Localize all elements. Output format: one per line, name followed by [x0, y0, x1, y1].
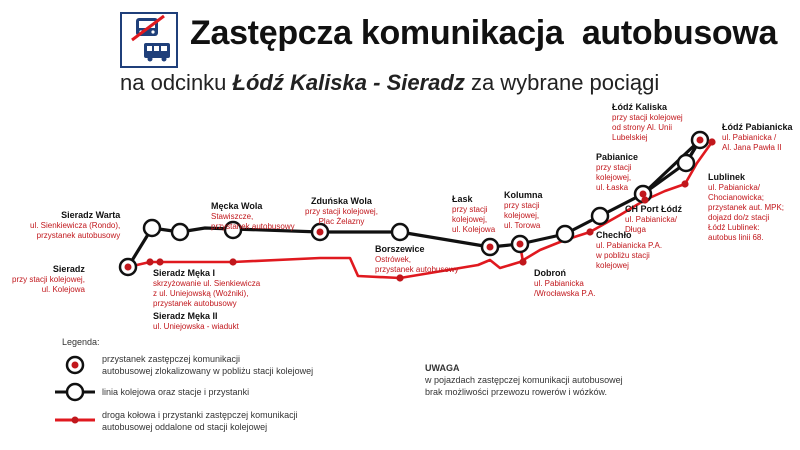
road-stop-borszewice [396, 274, 403, 281]
road-stop-mecka-wola [229, 258, 236, 265]
station-stop-sieradz [120, 259, 136, 275]
road-stop-dobron [519, 258, 526, 265]
station-label-lublinek: Lublinek ul. Pabianicka/ Chocianowicka; przystanek aut. MPK; dojazd do/z stacji Łódź Lublinek: autobus linii 68. [708, 172, 785, 242]
subtitle-route: Łódź Kaliska - Sieradz [232, 70, 465, 95]
notice-box [425, 362, 623, 398]
rail-station-marker [144, 220, 160, 236]
bus-stop-near-station-icon [67, 357, 83, 373]
rail-station-marker [392, 224, 408, 240]
station-label-chechlo: Chechło ul. Pabianicka P.A. w pobliżu stacji kolejowej [596, 230, 663, 270]
legend-item-road: droga kołowa i przystanki zastępczej komunikacji autobusowej oddalone od stacji kolejowej [102, 410, 298, 432]
rail-line-icon [55, 384, 95, 400]
road-line-icon [55, 417, 95, 424]
rail-station-marker [592, 208, 608, 224]
station-label-lodz-pabianicka: Łódź Pabianicka ul. Pabianicka / Al. Jana Pawła II [722, 122, 793, 152]
station-label-dobron: Dobroń ul. Pabianicka /Wrocławska P.A. [534, 268, 596, 298]
road-stop-meka-ii [146, 258, 153, 265]
station-label-lask: Łask przy stacji kolejowej, ul. Kolejowa [452, 194, 496, 234]
page-title: Zastępcza komunikacja autobusowa [190, 14, 778, 52]
subtitle-prefix: na odcinku [120, 70, 233, 95]
rail-station-marker [172, 224, 188, 240]
station-label-sieradz-meka-i: Sieradz Męka I skrzyżowanie ul. Sienkiewicza z ul. Uniejowską (Woźniki), przystanek autobusowy [153, 268, 261, 308]
station-label-borszewice: Borszewice Ostrówek, przystanek autobusowy [375, 244, 459, 274]
legend-item-rail: linia kolejowa oraz stacje i przystanki [102, 387, 250, 397]
station-label-zdunska-wola: Zduńska Wola przy stacji kolejowej, Plac Żelazny [305, 196, 378, 226]
station-label-sieradz: Sieradz przy stacji kolejowej, ul. Kolejowa [12, 264, 85, 294]
legend-item-bus-stop: przystanek zastępczej komunikacji autobusowej zlokalizowany w pobliżu stacji kolejowej [102, 354, 314, 376]
station-label-kolumna: Kolumna przy stacji kolejowej, ul. Torowa [504, 190, 543, 230]
station-label-lodz-kaliska: Łódź Kaliska przy stacji kolejowej od strony Al. Unii Lubelskiej [612, 102, 683, 142]
subtitle-suffix: za wybrane pociągi [464, 70, 660, 95]
notice-text: w pojazdach zastępczej komunikacji autobusowej brak możliwości przewozu rowerów i wózków. [425, 375, 623, 397]
station-label-sieradz-meka-ii: Sieradz Męka II ul. Uniejowska - wiadukt [153, 311, 239, 331]
notice-heading: UWAGA [425, 363, 460, 373]
station-label-ch-port-lodz: CH Port Łódź ul. Pabianicka/ Długa [625, 204, 682, 234]
station-stop-lask [482, 239, 498, 255]
legend-title: Legenda: [62, 337, 100, 347]
road-stop-port-lodz [641, 196, 648, 203]
station-label-mecka-wola: Męcka Wola Stawiszcze, przystanek autobusowy [211, 201, 295, 231]
station-label-sieradz-warta: Sieradz Warta ul. Sienkiewicza (Rondo), przystanek autobusowy [30, 210, 121, 240]
station-label-pabianice: Pabianice przy stacji kolejowej, ul. Łaska [596, 152, 639, 192]
station-stop-kolumna [512, 236, 528, 252]
road-stop-chechlo [586, 228, 593, 235]
rail-station-marker [557, 226, 573, 242]
station-stop-lodz-kaliska [692, 132, 708, 148]
road-stop-lublinek [681, 180, 688, 187]
road-stop-lodz-pabianicka [708, 138, 715, 145]
road-stop-meka-i [156, 258, 163, 265]
rail-station-marker [678, 155, 694, 171]
